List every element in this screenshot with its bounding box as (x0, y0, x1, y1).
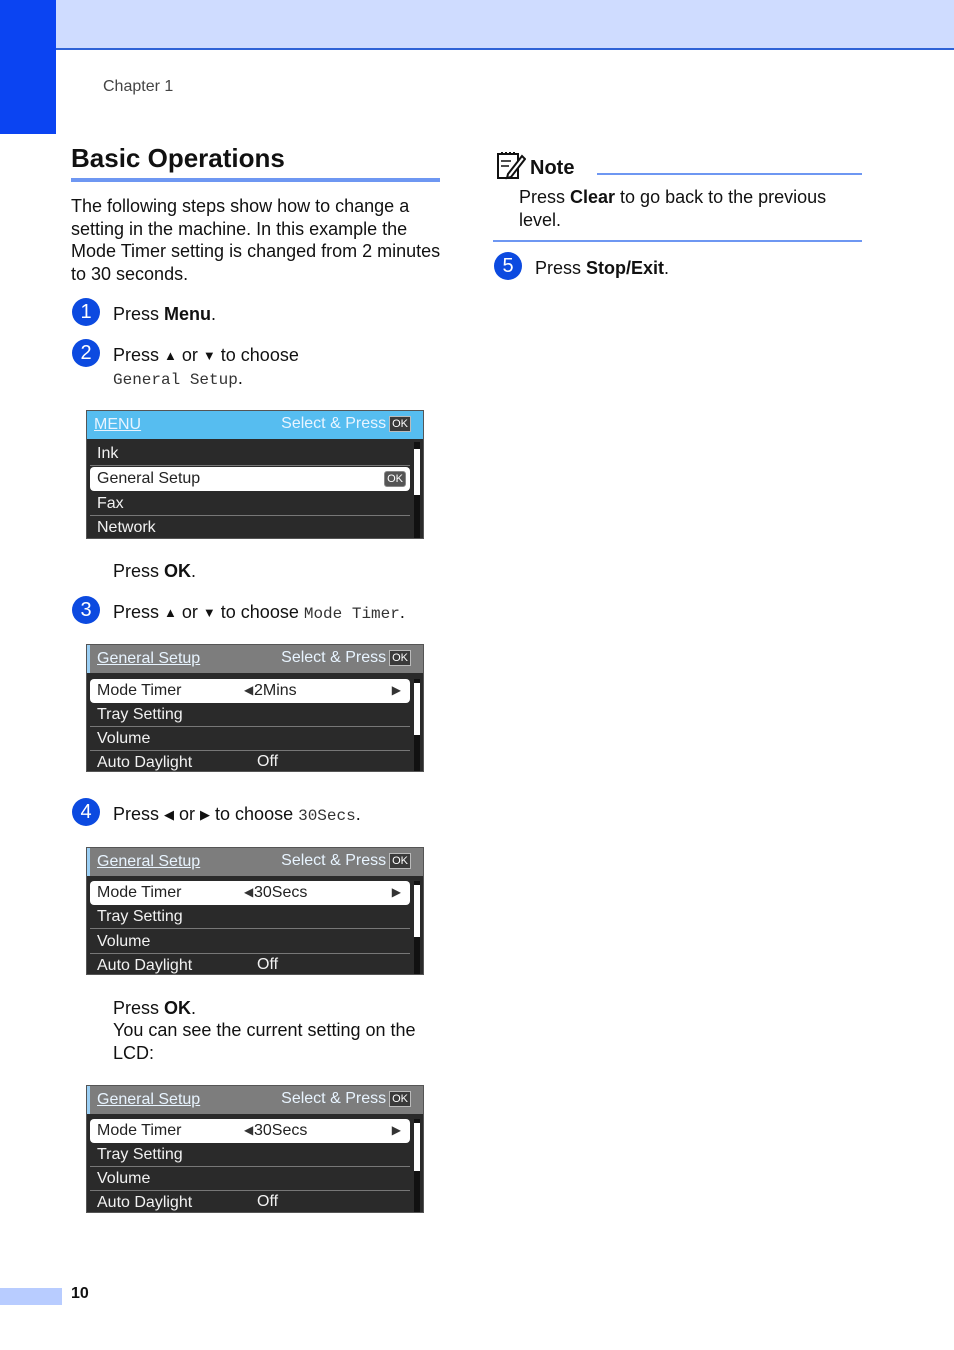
lcd-screen-general-setup-2mins (86, 644, 424, 772)
ok-icon: OK (389, 650, 411, 666)
down-arrow-icon: ▼ (202, 348, 216, 363)
left-arrow-icon: ◀ (244, 1123, 254, 1137)
setting-mode-timer[interactable]: Mode Timer ◀ 2Mins ▶ (90, 679, 410, 703)
section-title: Basic Operations (71, 143, 285, 173)
step-5-badge: 5 (494, 252, 522, 280)
setting-mode-timer[interactable]: Mode Timer ◀ 30Secs ▶ (90, 881, 410, 905)
header-band (0, 0, 954, 50)
menu-item-fax[interactable]: Fax (90, 492, 410, 516)
lcd-screen-general-setup-30secs (86, 847, 424, 975)
step-4-badge: 4 (72, 798, 100, 826)
title-rule (71, 178, 440, 182)
scrollbar-thumb[interactable] (414, 683, 420, 735)
step-4-press-ok: Press OK. (113, 998, 197, 1018)
step-2-text: Press ▲ or ▼ to choose (113, 345, 299, 365)
step-2-option: General Setup. (113, 368, 243, 389)
lcd-header: General Setup Select & Press OK (87, 848, 423, 876)
setting-volume[interactable]: Volume (90, 727, 410, 751)
step-4-current-setting-text: You can see the current setting on the LCD: (113, 1020, 416, 1063)
down-arrow-icon: ▼ (202, 605, 216, 620)
setting-tray-setting[interactable]: Tray Setting (90, 905, 410, 929)
up-arrow-icon: ▲ (164, 348, 177, 363)
step-3-badge: 3 (72, 596, 100, 624)
setting-auto-daylight[interactable]: Auto Daylight Off (97, 956, 279, 974)
right-arrow-icon: ▶ (391, 683, 401, 697)
ok-icon: OK (389, 416, 411, 432)
lcd-header: General Setup Select & Press OK (87, 645, 423, 673)
setting-tray-setting[interactable]: Tray Setting (90, 703, 410, 727)
page-number-bar (0, 1288, 62, 1305)
note-rule-bottom (493, 240, 862, 242)
scrollbar-thumb[interactable] (414, 449, 420, 495)
step-2-press-ok: Press OK. (113, 561, 197, 581)
setting-tray-setting[interactable]: Tray Setting (90, 1143, 410, 1167)
ok-icon: OK (384, 471, 406, 487)
step-5-text: Press Stop/Exit. (535, 258, 670, 278)
menu-item-network[interactable]: Network (97, 519, 156, 536)
page-number: 10 (71, 1285, 89, 1302)
lcd-header: General Setup Select & Press OK (87, 1086, 423, 1114)
step-1-badge: 1 (72, 298, 100, 326)
right-arrow-icon: ▶ (391, 885, 401, 899)
left-arrow-icon: ◀ (164, 807, 175, 822)
left-arrow-icon: ◀ (244, 885, 254, 899)
chapter-label: Chapter 1 (103, 78, 174, 95)
step-3-text: Press ▲ or ▼ to choose Mode Timer. (113, 602, 405, 623)
left-arrow-icon: ◀ (244, 683, 254, 697)
up-arrow-icon: ▲ (164, 605, 177, 620)
note-pencil-icon (496, 151, 526, 181)
scrollbar-thumb[interactable] (414, 1123, 420, 1171)
lcd-header: MENU Select & Press OK (87, 411, 423, 439)
note-heading: Note (530, 157, 575, 179)
intro-paragraph: The following steps show how to change a setting in the machine. In this example the Mode Timer setting is changed from 2 minutes to 30 seconds. (71, 196, 441, 284)
step-2-badge: 2 (72, 339, 100, 367)
ok-icon: OK (389, 1091, 411, 1107)
setting-volume[interactable]: Volume (90, 1167, 410, 1191)
step-1-text: Press Menu. (113, 304, 217, 324)
setting-auto-daylight[interactable]: Auto Daylight Off (97, 753, 279, 771)
lcd-screen-general-setup-result (86, 1085, 424, 1213)
menu-item-ink[interactable]: Ink (90, 442, 410, 466)
step-4-text: Press ◀ or ▶ to choose 30Secs. (113, 804, 361, 825)
scrollbar-thumb[interactable] (414, 885, 420, 937)
note-rule-top (597, 173, 862, 175)
menu-item-general-setup[interactable]: General Setup OK (90, 467, 410, 491)
lcd-screen-menu (86, 410, 424, 539)
setting-mode-timer[interactable]: Mode Timer ◀ 30Secs ▶ (90, 1119, 410, 1143)
chapter-tab (0, 0, 56, 134)
note-text: Press Clear to go back to the previous level. (519, 187, 827, 230)
setting-volume[interactable]: Volume (90, 930, 410, 954)
right-arrow-icon: ▶ (200, 807, 211, 822)
ok-icon: OK (389, 853, 411, 869)
setting-auto-daylight[interactable]: Auto Daylight Off (97, 1193, 279, 1211)
right-arrow-icon: ▶ (391, 1123, 401, 1137)
